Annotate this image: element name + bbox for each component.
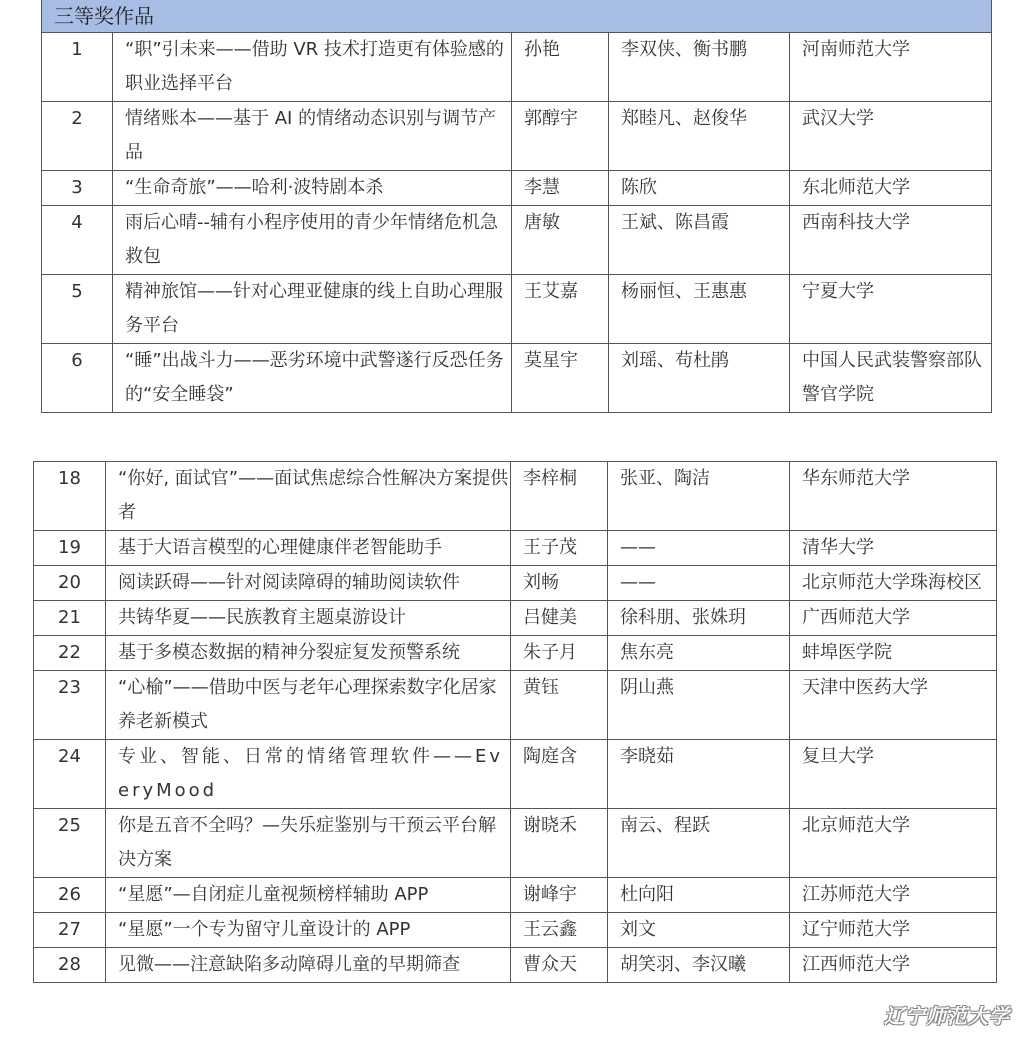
row-number: 24 bbox=[34, 740, 106, 809]
project-title: 共铸华夏——民族教育主题桌游设计 bbox=[106, 601, 511, 636]
team-leader: 黄钰 bbox=[511, 671, 608, 740]
project-title: 你是五音不全吗？—失乐症鉴别与干预云平台解决方案 bbox=[106, 809, 511, 878]
school-name: 河南师范大学 bbox=[790, 33, 992, 102]
top-table-body bbox=[42, 33, 992, 413]
project-title: “生命奇旅”——哈利·波特剧本杀 bbox=[113, 171, 512, 206]
team-leader: 朱子月 bbox=[511, 636, 608, 671]
row-number: 25 bbox=[34, 809, 106, 878]
row-number: 5 bbox=[42, 275, 113, 344]
table-row bbox=[42, 206, 992, 275]
team-members: 李双侠、衡书鹏 bbox=[609, 33, 790, 102]
school-name: 江苏师范大学 bbox=[790, 878, 997, 913]
table-row bbox=[34, 809, 997, 878]
table-row bbox=[34, 566, 997, 601]
team-leader: 谢峰宇 bbox=[511, 878, 608, 913]
team-leader: 郭醇宇 bbox=[512, 102, 609, 171]
project-title: “睡”出战斗力——恶劣环境中武警遂行反恐任务的“安全睡袋” bbox=[113, 344, 512, 413]
school-name: 复旦大学 bbox=[790, 740, 997, 809]
table-row bbox=[34, 878, 997, 913]
table-row bbox=[34, 740, 997, 809]
table-row bbox=[34, 636, 997, 671]
table-row bbox=[34, 671, 997, 740]
table-row bbox=[42, 344, 992, 413]
team-members: 郑睦凡、赵俊华 bbox=[609, 102, 790, 171]
row-number: 1 bbox=[42, 33, 113, 102]
school-name: 华东师范大学 bbox=[790, 462, 997, 531]
team-leader: 莫星宇 bbox=[512, 344, 609, 413]
school-name: 武汉大学 bbox=[790, 102, 992, 171]
project-title: 基于大语言模型的心理健康伴老智能助手 bbox=[106, 531, 511, 566]
table-row bbox=[42, 171, 992, 206]
row-number: 22 bbox=[34, 636, 106, 671]
row-number: 4 bbox=[42, 206, 113, 275]
section-title: 三等奖作品 bbox=[42, 0, 992, 33]
school-name: 广西师范大学 bbox=[790, 601, 997, 636]
team-leader: 王云鑫 bbox=[511, 913, 608, 948]
team-leader: 陶庭含 bbox=[511, 740, 608, 809]
school-name: 中国人民武装警察部队警官学院 bbox=[790, 344, 992, 413]
team-members: 徐科朋、张姝玥 bbox=[608, 601, 790, 636]
team-members: 刘瑶、苟杜鹃 bbox=[609, 344, 790, 413]
project-title: 基于多模态数据的精神分裂症复发预警系统 bbox=[106, 636, 511, 671]
team-members: 杜向阳 bbox=[608, 878, 790, 913]
team-leader: 王艾嘉 bbox=[512, 275, 609, 344]
row-number: 18 bbox=[34, 462, 106, 531]
team-leader: 吕健美 bbox=[511, 601, 608, 636]
school-name: 北京师范大学珠海校区 bbox=[790, 566, 997, 601]
team-leader: 李慧 bbox=[512, 171, 609, 206]
row-number: 21 bbox=[34, 601, 106, 636]
team-members: 杨丽恒、王惠惠 bbox=[609, 275, 790, 344]
team-members: —— bbox=[608, 531, 790, 566]
team-members: —— bbox=[608, 566, 790, 601]
project-title: “星愿”一个专为留守儿童设计的 APP bbox=[106, 913, 511, 948]
table-row bbox=[34, 601, 997, 636]
row-number: 27 bbox=[34, 913, 106, 948]
team-members: 胡笑羽、李汉曦 bbox=[608, 948, 790, 983]
row-number: 19 bbox=[34, 531, 106, 566]
row-number: 23 bbox=[34, 671, 106, 740]
project-title: 见微——注意缺陷多动障碍儿童的早期筛查 bbox=[106, 948, 511, 983]
row-number: 2 bbox=[42, 102, 113, 171]
team-leader: 李梓桐 bbox=[511, 462, 608, 531]
team-members: 陈欣 bbox=[609, 171, 790, 206]
table-row bbox=[42, 102, 992, 171]
row-number: 28 bbox=[34, 948, 106, 983]
team-leader: 曹众天 bbox=[511, 948, 608, 983]
table-row bbox=[42, 33, 992, 102]
project-title: “心榆”——借助中医与老年心理探索数字化居家养老新模式 bbox=[106, 671, 511, 740]
table-row bbox=[34, 913, 997, 948]
school-name: 辽宁师范大学 bbox=[790, 913, 997, 948]
team-members: 李晓茹 bbox=[608, 740, 790, 809]
team-members: 南云、程跃 bbox=[608, 809, 790, 878]
row-number: 26 bbox=[34, 878, 106, 913]
row-number: 6 bbox=[42, 344, 113, 413]
school-name: 北京师范大学 bbox=[790, 809, 997, 878]
school-name: 蚌埠医学院 bbox=[790, 636, 997, 671]
award-table-top bbox=[41, 0, 992, 413]
school-name: 江西师范大学 bbox=[790, 948, 997, 983]
team-leader: 谢晓禾 bbox=[511, 809, 608, 878]
team-leader: 唐敏 bbox=[512, 206, 609, 275]
project-title: 雨后心晴--辅有小程序使用的青少年情绪危机急救包 bbox=[113, 206, 512, 275]
project-title: “你好, 面试官”——面试焦虑综合性解决方案提供者 bbox=[106, 462, 511, 531]
school-name: 东北师范大学 bbox=[790, 171, 992, 206]
team-members: 阴山燕 bbox=[608, 671, 790, 740]
school-name: 西南科技大学 bbox=[790, 206, 992, 275]
project-title: 阅读跃碍——针对阅读障碍的辅助阅读软件 bbox=[106, 566, 511, 601]
team-leader: 王子茂 bbox=[511, 531, 608, 566]
team-members: 张亚、陶洁 bbox=[608, 462, 790, 531]
watermark: 辽宁师范大学 bbox=[884, 1004, 1010, 1028]
team-leader: 孙艳 bbox=[512, 33, 609, 102]
project-title: 情绪账本——基于 AI 的情绪动态识别与调节产品 bbox=[113, 102, 512, 171]
team-members: 刘文 bbox=[608, 913, 790, 948]
team-leader: 刘畅 bbox=[511, 566, 608, 601]
table-row bbox=[34, 531, 997, 566]
school-name: 宁夏大学 bbox=[790, 275, 992, 344]
project-title: 专业、智能、日常的情绪管理软件——EveryMood bbox=[106, 740, 511, 809]
table-row bbox=[34, 948, 997, 983]
school-name: 清华大学 bbox=[790, 531, 997, 566]
table-row bbox=[34, 462, 997, 531]
bottom-table-body bbox=[34, 462, 997, 983]
project-title: 精神旅馆——针对心理亚健康的线上自助心理服务平台 bbox=[113, 275, 512, 344]
award-table-bottom bbox=[33, 461, 997, 983]
school-name: 天津中医药大学 bbox=[790, 671, 997, 740]
project-title: “职”引未来——借助 VR 技术打造更有体验感的职业选择平台 bbox=[113, 33, 512, 102]
team-members: 焦东亮 bbox=[608, 636, 790, 671]
team-members: 王斌、陈昌霞 bbox=[609, 206, 790, 275]
section-header-row bbox=[42, 0, 992, 33]
row-number: 3 bbox=[42, 171, 113, 206]
table-row bbox=[42, 275, 992, 344]
row-number: 20 bbox=[34, 566, 106, 601]
project-title: “星愿”—自闭症儿童视频榜样辅助 APP bbox=[106, 878, 511, 913]
